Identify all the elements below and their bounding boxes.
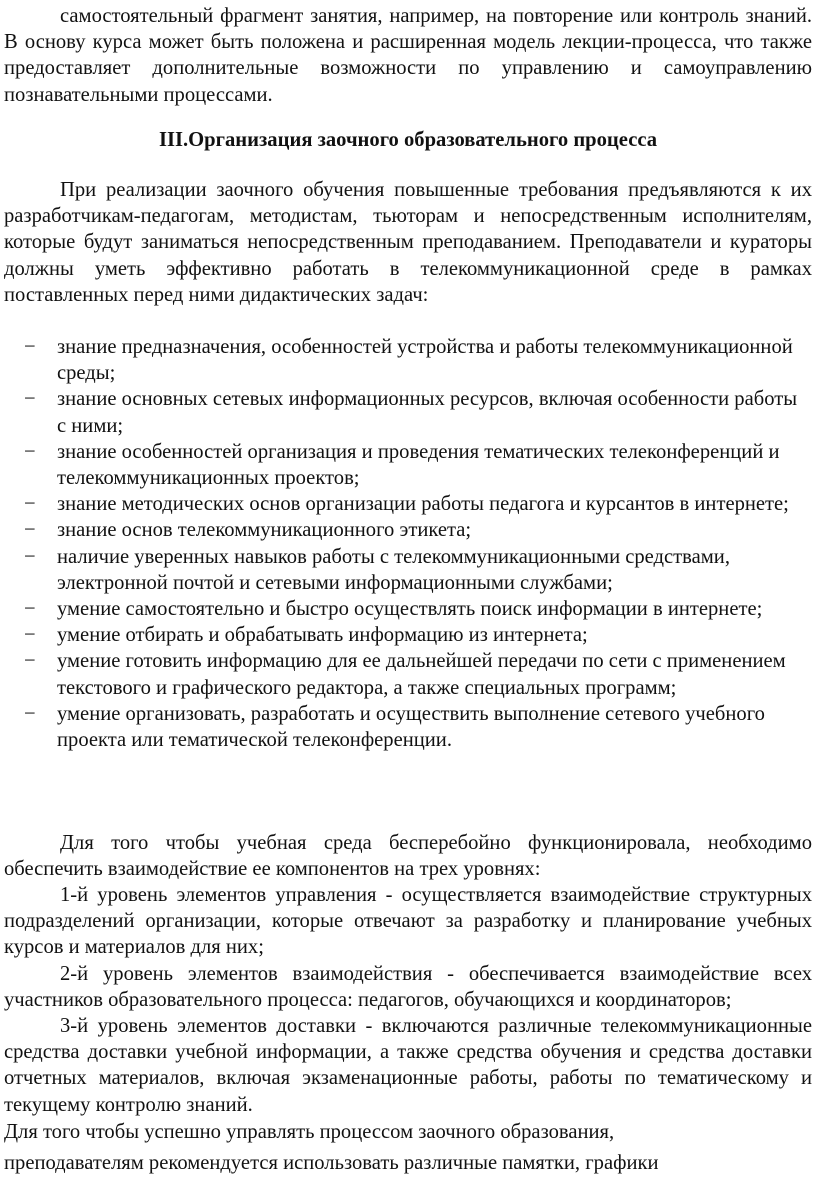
list-item <box>0 334 816 386</box>
paragraph-levels-intro: Для того чтобы учебная среда бесперебойно функционировала, необходимо обеспечить взаимодействие ее компонентов на трех уровнях: <box>4 832 812 881</box>
list-item-text: наличие уверенных навыков работы с телекоммуникационными средствами, электронной почтой и сетевыми информационными службами; <box>57 545 730 594</box>
requirements-list <box>0 334 816 753</box>
dash-marker: − <box>24 650 36 673</box>
list-item-text: умение организовать, разработать и осуществить выполнение сетевого учебного проекта или тематической телеконференции. <box>57 702 765 752</box>
section-title: III.Организация заочного образовательного процесса <box>158 129 658 151</box>
dash-marker: − <box>24 388 36 411</box>
dash-marker: − <box>24 440 36 463</box>
list-item-text: знание основ телекоммуникационного этикета; <box>57 519 472 542</box>
list-item <box>0 439 816 491</box>
list-item-text: умение самостоятельно и быстро осуществлять поиск информации в интернете; <box>57 598 763 621</box>
list-item-text: знание предназначения, особенностей устройства и работы телекоммуникационной среды; <box>57 336 793 385</box>
list-item-text: знание методических основ организации работы педагога и курсантов в интернете; <box>57 493 789 516</box>
paragraph-requirements: При реализации заочного обучения повышенные требования предъявляются к их разработчикам-педагогам, методистам, тьюторам и непосредственным исполнителям, которые будут заниматься непосредственным преподаванием. Преподаватели и кураторы должны уметь эффективно работать в телекоммуникационной среде в рамках поставленных перед ними дидактических задач: <box>4 179 812 306</box>
paragraph-final-line-2: преподавателям рекомендуется использовать различные памятки, графики <box>4 1152 659 1174</box>
list-item <box>0 648 816 700</box>
list-item <box>0 491 816 517</box>
list-item <box>0 517 816 543</box>
list-item <box>0 544 816 596</box>
dash-marker: − <box>24 519 36 542</box>
dash-marker: − <box>24 702 36 725</box>
dash-marker: − <box>24 545 36 568</box>
list-item <box>0 596 816 622</box>
list-item <box>0 622 816 648</box>
paragraph-level-1: 1-й уровень элементов управления - осуществляется взаимодействие структурных подразделений организации, которые отвечают за разработку и планирование учебных курсов и материалов для них; <box>4 884 812 959</box>
list-item <box>0 386 816 438</box>
paragraph-final-line-1: Для того чтобы успешно управлять процессом заочного образования, <box>4 1121 615 1143</box>
list-item-text: знание особенностей организация и проведения тематических телеконференций и телекоммуникационных проектов; <box>57 440 780 490</box>
dash-marker: − <box>24 493 36 516</box>
dash-marker: − <box>24 598 36 621</box>
list-item <box>0 701 816 753</box>
paragraph-level-3: 3-й уровень элементов доставки - включаются различные телекоммуникационные средства доставки учебной информации, а также средства обучения и средства доставки отчетных материалов, включая экзаменационные работы, работы по тематическому и текущему контролю знаний. <box>4 1015 812 1116</box>
paragraph-level-2: 2-й уровень элементов взаимодействия - обеспечивается взаимодействие всех участников образовательного процесса: педагогов, обучающихся и координаторов; <box>4 963 812 1012</box>
dash-marker: − <box>24 336 36 358</box>
dash-marker: − <box>24 624 36 647</box>
list-item-text: знание основных сетевых информационных ресурсов, включая особенности работы с ними; <box>57 388 798 437</box>
list-item-text: умение готовить информацию для ее дальнейшей передачи по сети с применением текстового и графического редактора, а также специальных программ; <box>57 650 786 699</box>
paragraph-intro: самостоятельный фрагмент занятия, например, на повторение или контроль знаний. В основу курса может быть положена и расширенная модель лекции-процесса, что также предоставляет дополнительные возможности по управлению и самоуправлению познавательными процессами. <box>4 5 812 106</box>
list-item-text: умение отбирать и обрабатывать информацию из интернета; <box>57 624 588 647</box>
